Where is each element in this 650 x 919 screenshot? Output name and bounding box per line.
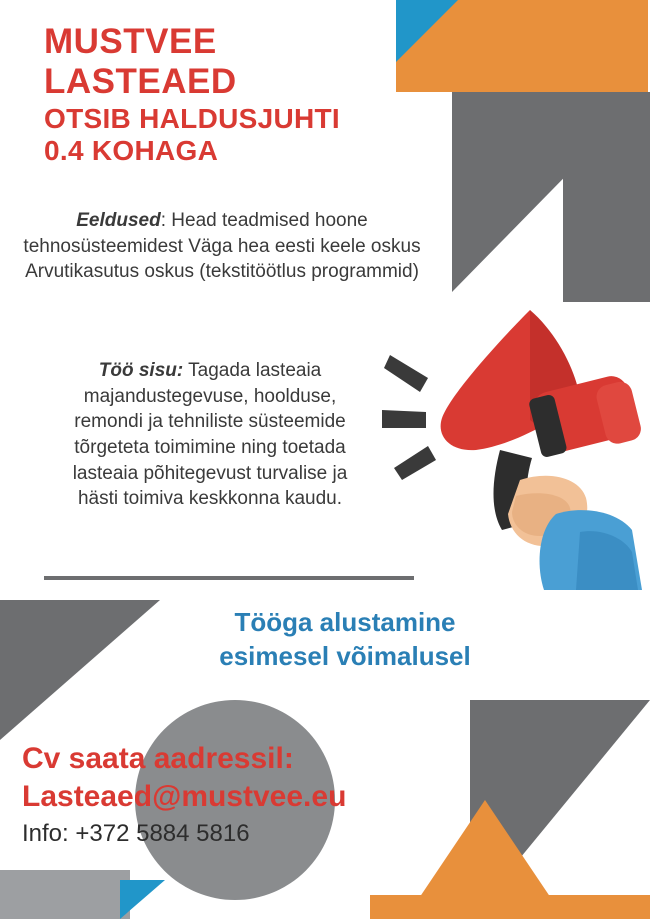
decor-grey-block-right [563,92,650,302]
start-note [130,606,560,674]
title-line-2: LASTEAED [44,62,237,102]
requirements-block [22,208,422,285]
requirements-label: Eeldused [76,210,161,231]
page-title [44,22,434,167]
info-phone: Info: +372 5884 5816 [22,820,250,847]
megaphone-icon [380,300,650,590]
cv-contact [22,740,542,815]
cv-line-1: Cv saata aadressil: [22,742,294,775]
decor-orange-strip-bottom [370,895,650,919]
subtitle-line-2: 0.4 KOHAGA [44,134,219,166]
divider [44,576,414,580]
title-line-1: MUSTVEE [44,22,217,61]
start-note-line-1: Tööga alustamine [234,607,456,637]
start-note-line-2: esimesel võimalusel [219,640,471,671]
cv-email[interactable]: Lasteaed@mustvee.eu [22,779,347,813]
requirements-text: : Head teadmised hoone tehnosüsteemidest Väga hea eesti keele oskus Arvutikasutus oskus (tekstitöötlus programmid) [23,210,421,283]
job-description-label: Töö sisu: [98,360,184,381]
decor-grey-bottom-left [0,870,130,919]
subtitle-line-1: OTSIB HALDUSJUHTI [44,102,340,134]
decor-blue-triangle-bottom-left [120,880,165,919]
job-description-block [60,358,360,512]
job-description-text: Tagada lasteaia majandustegevuse, hoolduse, remondi ja tehniliste süsteemide tõrgeteta toimimine ning toetada lasteaia põhitegevust turvalise ja hästi toimiva keskkonna kaudu. [72,360,348,510]
